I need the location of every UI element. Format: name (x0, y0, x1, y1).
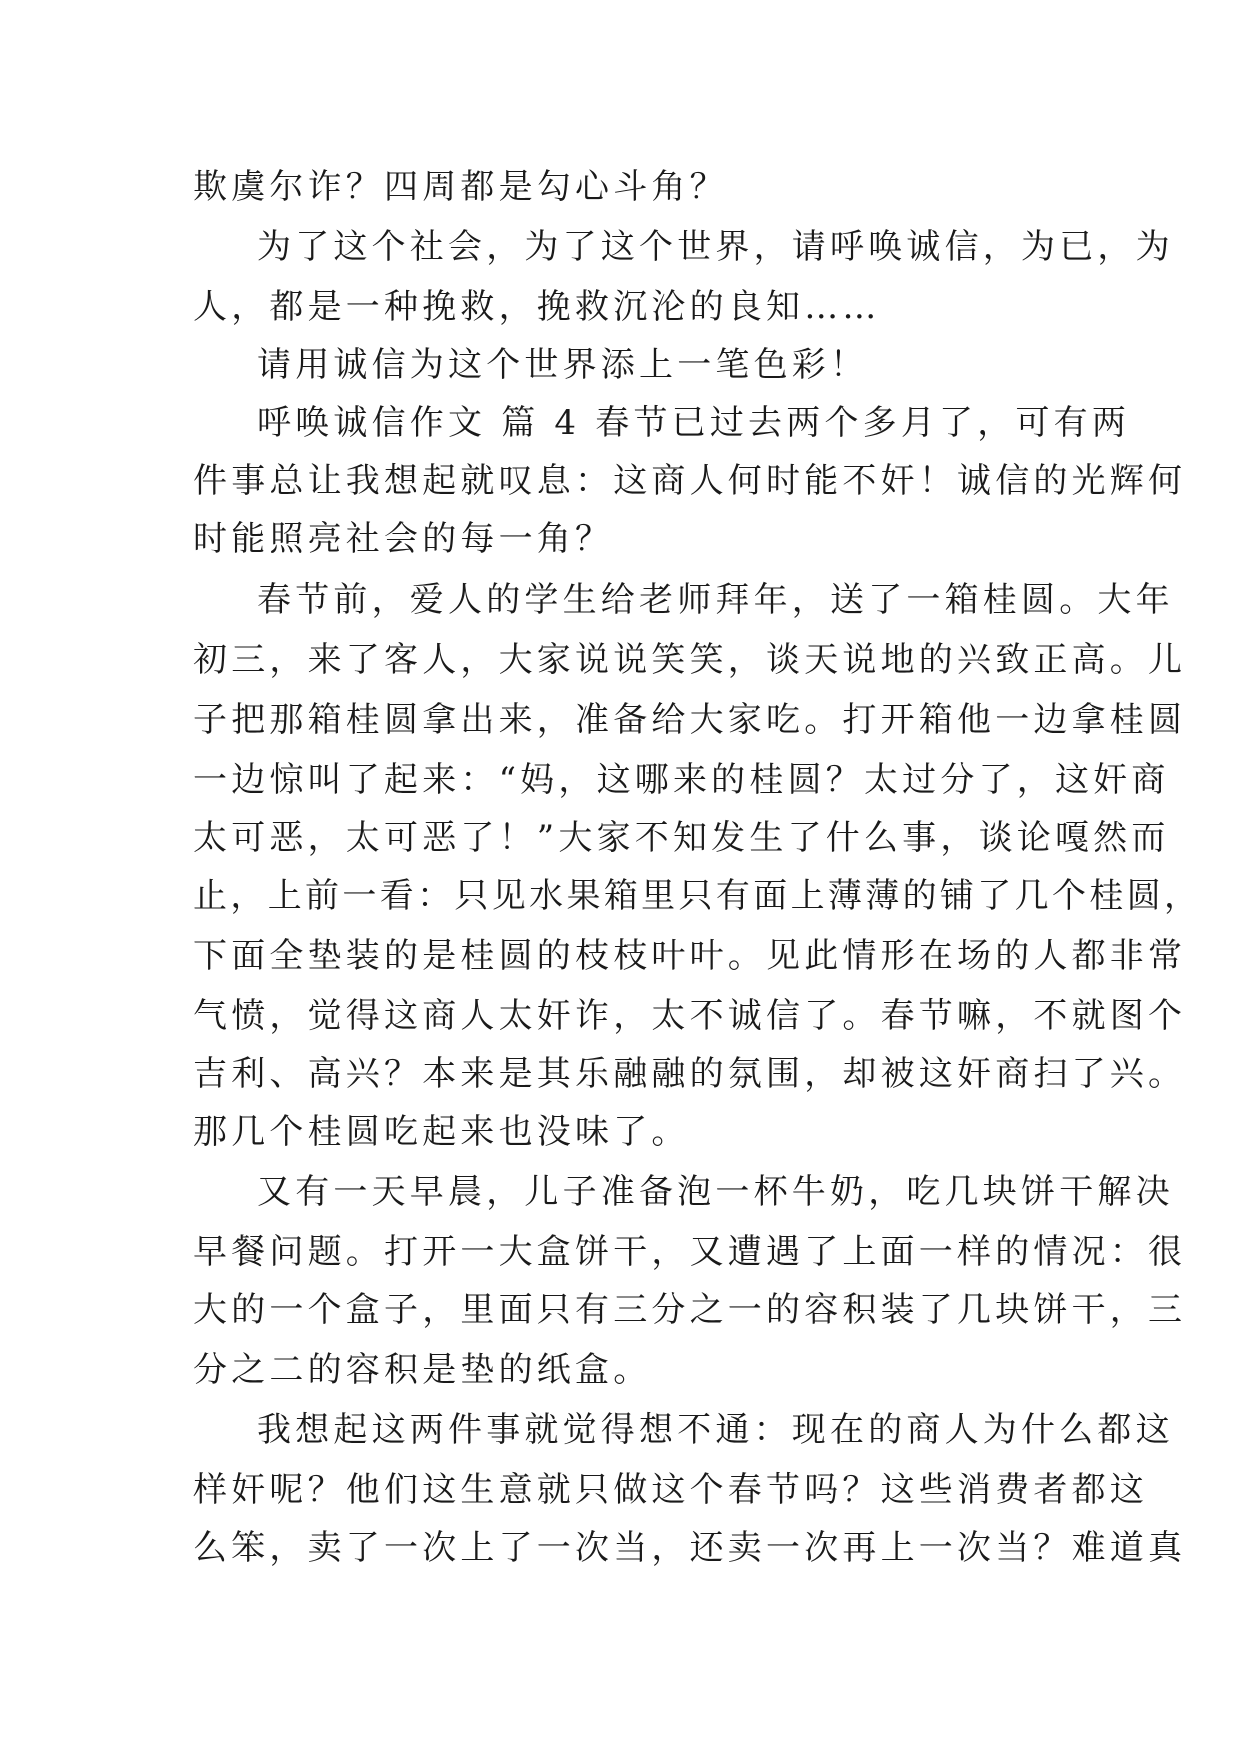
text-line: 吉利、高兴？本来是其乐融融的氛围，却被这奸商扫了兴。 (193, 1054, 1187, 1094)
text-line: 为了这个社会，为了这个世界，请呼唤诚信，为已，为 (257, 227, 1174, 267)
text-line: 大的一个盒子，里面只有三分之一的容积装了几块饼干，三 (193, 1290, 1187, 1330)
text-line: 分之二的容积是垫的纸盒。 (193, 1350, 652, 1390)
section-heading-line: 呼唤诚信作文 篇 4 春节已过去两个多月了，可有两 (257, 403, 1131, 443)
text-line: 那几个桂圆吃起来也没味了。 (193, 1112, 690, 1152)
text-line: 止，上前一看：只见水果箱里只有面上薄薄的铺了几个桂圆， (193, 876, 1202, 916)
text-line: 时能照亮社会的每一角？ (193, 519, 614, 559)
text-line: 又有一天早晨，儿子准备泡一杯牛奶，吃几块饼干解决 (257, 1172, 1174, 1212)
text-line: 件事总让我想起就叹息：这商人何时能不奸！诚信的光辉何 (193, 461, 1187, 501)
text-line: 样奸呢？他们这生意就只做这个春节吗？这些消费者都这 (193, 1470, 1148, 1510)
text-line: 请用诚信为这个世界添上一笔色彩！ (257, 345, 869, 385)
text-line: 我想起这两件事就觉得想不通：现在的商人为什么都这 (257, 1410, 1174, 1450)
text-line: 气愤，觉得这商人太奸诈，太不诚信了。春节嘛，不就图个 (193, 996, 1187, 1036)
text-line: 初三，来了客人，大家说说笑笑，谈天说地的兴致正高。儿 (193, 640, 1187, 680)
text-line: 欺虞尔诈？四周都是勾心斗角？ (193, 167, 728, 207)
text-line: 一边惊叫了起来：“妈，这哪来的桂圆？太过分了，这奸商 (193, 760, 1170, 800)
text-line: 人，都是一种挽救，挽救沉沦的良知…… (193, 287, 881, 327)
text-line: 子把那箱桂圆拿出来，准备给大家吃。打开箱他一边拿桂圆 (193, 700, 1187, 740)
text-line: 春节前，爱人的学生给老师拜年，送了一箱桂圆。大年 (257, 580, 1174, 620)
text-line: 么笨，卖了一次上了一次当，还卖一次再上一次当？难道真 (193, 1528, 1187, 1568)
text-line: 下面全垫装的是桂圆的枝枝叶叶。见此情形在场的人都非常 (193, 936, 1187, 976)
text-line: 太可恶，太可恶了！”大家不知发生了什么事，谈论嘎然而 (193, 818, 1170, 858)
text-line: 早餐问题。打开一大盒饼干，又遭遇了上面一样的情况：很 (193, 1232, 1187, 1272)
